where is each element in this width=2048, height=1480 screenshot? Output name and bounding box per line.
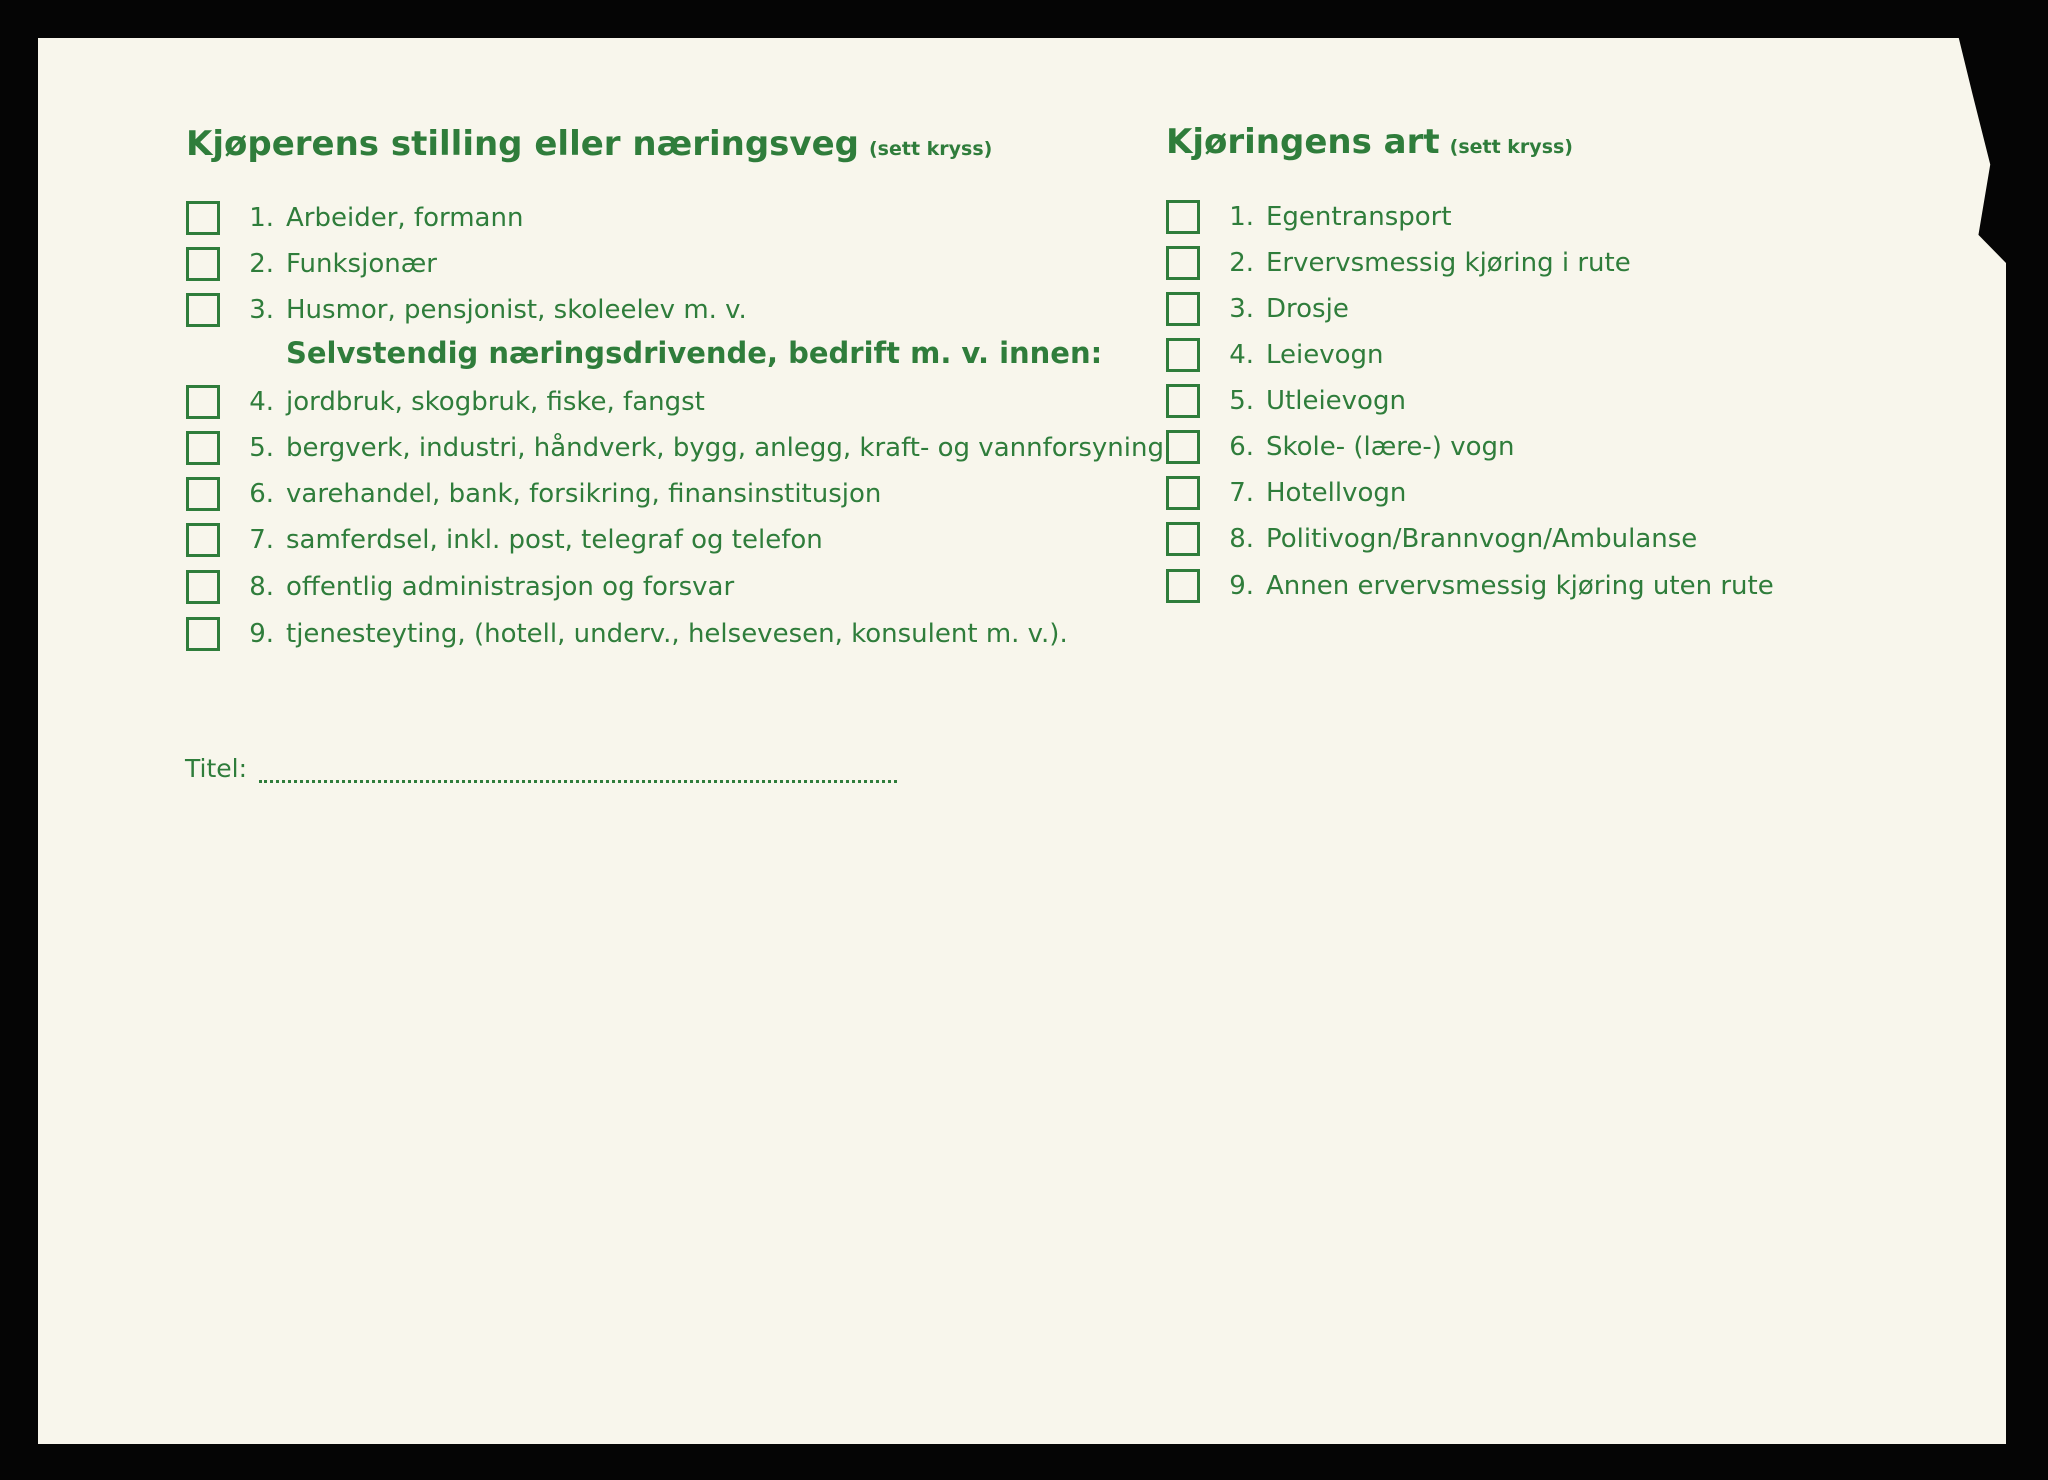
driving-option-7[interactable] [1166,473,1406,513]
buyer-option-1[interactable] [186,198,523,238]
option-number: 7. [249,525,274,555]
buyer-option-6[interactable] [186,474,881,514]
option-number: 6. [1229,432,1254,462]
buyer-option-7[interactable] [186,520,823,560]
checkbox[interactable] [186,293,220,327]
checkbox[interactable] [186,477,220,511]
option-label: Leievogn [1266,340,1384,370]
option-label: Utleievogn [1266,386,1406,416]
option-number: 3. [1229,294,1254,324]
driving-option-9[interactable] [1166,566,1774,606]
option-label: offentlig administrasjon og forsvar [286,572,735,602]
driving-option-5[interactable] [1166,381,1406,421]
driving-option-4[interactable] [1166,335,1384,375]
option-number: 5. [249,433,274,463]
option-label: Husmor, pensjonist, skoleelev m. v. [286,295,747,325]
self-employed-subheading: Selvstendig næringsdrivende, bedrift m. v. innen: [286,336,1103,370]
option-label: Skole- (lære-) vogn [1266,432,1515,462]
option-number: 8. [1229,524,1254,554]
checkbox[interactable] [1166,476,1200,510]
buyer-occupation-heading-text: Kjøperens stilling eller næringsveg [186,124,859,164]
checkbox[interactable] [186,385,220,419]
option-label: Drosje [1266,294,1349,324]
option-number: 5. [1229,386,1254,416]
option-label: Hotellvogn [1266,478,1407,508]
driving-option-6[interactable] [1166,427,1515,467]
driving-option-2[interactable] [1166,243,1631,283]
checkbox[interactable] [186,201,220,235]
driving-type-heading-text: Kjøringens art [1166,122,1440,162]
option-label: Politivogn/Brannvogn/Ambulanse [1266,524,1698,554]
driving-type-heading [1166,122,1573,162]
option-number: 1. [1229,202,1254,232]
option-number: 1. [249,203,274,233]
checkbox[interactable] [186,431,220,465]
option-number: 2. [249,249,274,279]
checkbox[interactable] [186,570,220,604]
option-label: Egentransport [1266,202,1452,232]
driving-option-3[interactable] [1166,289,1349,329]
option-number: 7. [1229,478,1254,508]
checkbox[interactable] [1166,569,1200,603]
checkbox[interactable] [1166,384,1200,418]
buyer-option-9[interactable] [186,614,1068,654]
checkbox[interactable] [186,617,220,651]
driving-option-1[interactable] [1166,197,1452,237]
titel-field [185,752,897,783]
option-number: 6. [249,479,274,509]
buyer-occupation-note: (sett kryss) [868,138,993,160]
option-label: Funksjonær [286,249,437,279]
buyer-option-5[interactable] [186,428,1164,468]
driving-option-8[interactable] [1166,519,1697,559]
titel-label: Titel: [185,754,247,783]
option-label: jordbruk, skogbruk, fiske, fangst [286,387,705,417]
option-label: Arbeider, formann [286,203,524,233]
option-label: Annen ervervsmessig kjøring uten rute [1266,571,1774,601]
option-number: 3. [249,295,274,325]
option-number: 2. [1229,248,1254,278]
driving-type-note: (sett kryss) [1449,136,1573,158]
titel-input[interactable] [259,752,897,783]
buyer-option-3[interactable] [186,290,747,330]
checkbox[interactable] [1166,246,1200,280]
checkbox[interactable] [1166,338,1200,372]
option-number: 4. [1229,340,1254,370]
option-label: bergverk, industri, håndverk, bygg, anlegg, kraft- og vannforsyning [286,433,1164,463]
option-label: samferdsel, inkl. post, telegraf og telefon [286,525,823,555]
buyer-option-8[interactable] [186,567,734,607]
buyer-option-2[interactable] [186,244,437,284]
checkbox[interactable] [1166,430,1200,464]
option-number: 9. [1229,571,1254,601]
option-number: 8. [249,572,274,602]
option-number: 4. [249,387,274,417]
checkbox[interactable] [1166,522,1200,556]
checkbox[interactable] [186,247,220,281]
checkbox[interactable] [186,523,220,557]
option-number: 9. [249,619,274,649]
option-label: tjenesteyting, (hotell, underv., helsevesen, konsulent m. v.). [286,619,1068,649]
checkbox[interactable] [1166,200,1200,234]
option-label: Ervervsmessig kjøring i rute [1266,248,1631,278]
buyer-option-4[interactable] [186,382,705,422]
option-label: varehandel, bank, forsikring, finansinstitusjon [286,479,882,509]
buyer-occupation-heading [186,124,992,164]
checkbox[interactable] [1166,292,1200,326]
